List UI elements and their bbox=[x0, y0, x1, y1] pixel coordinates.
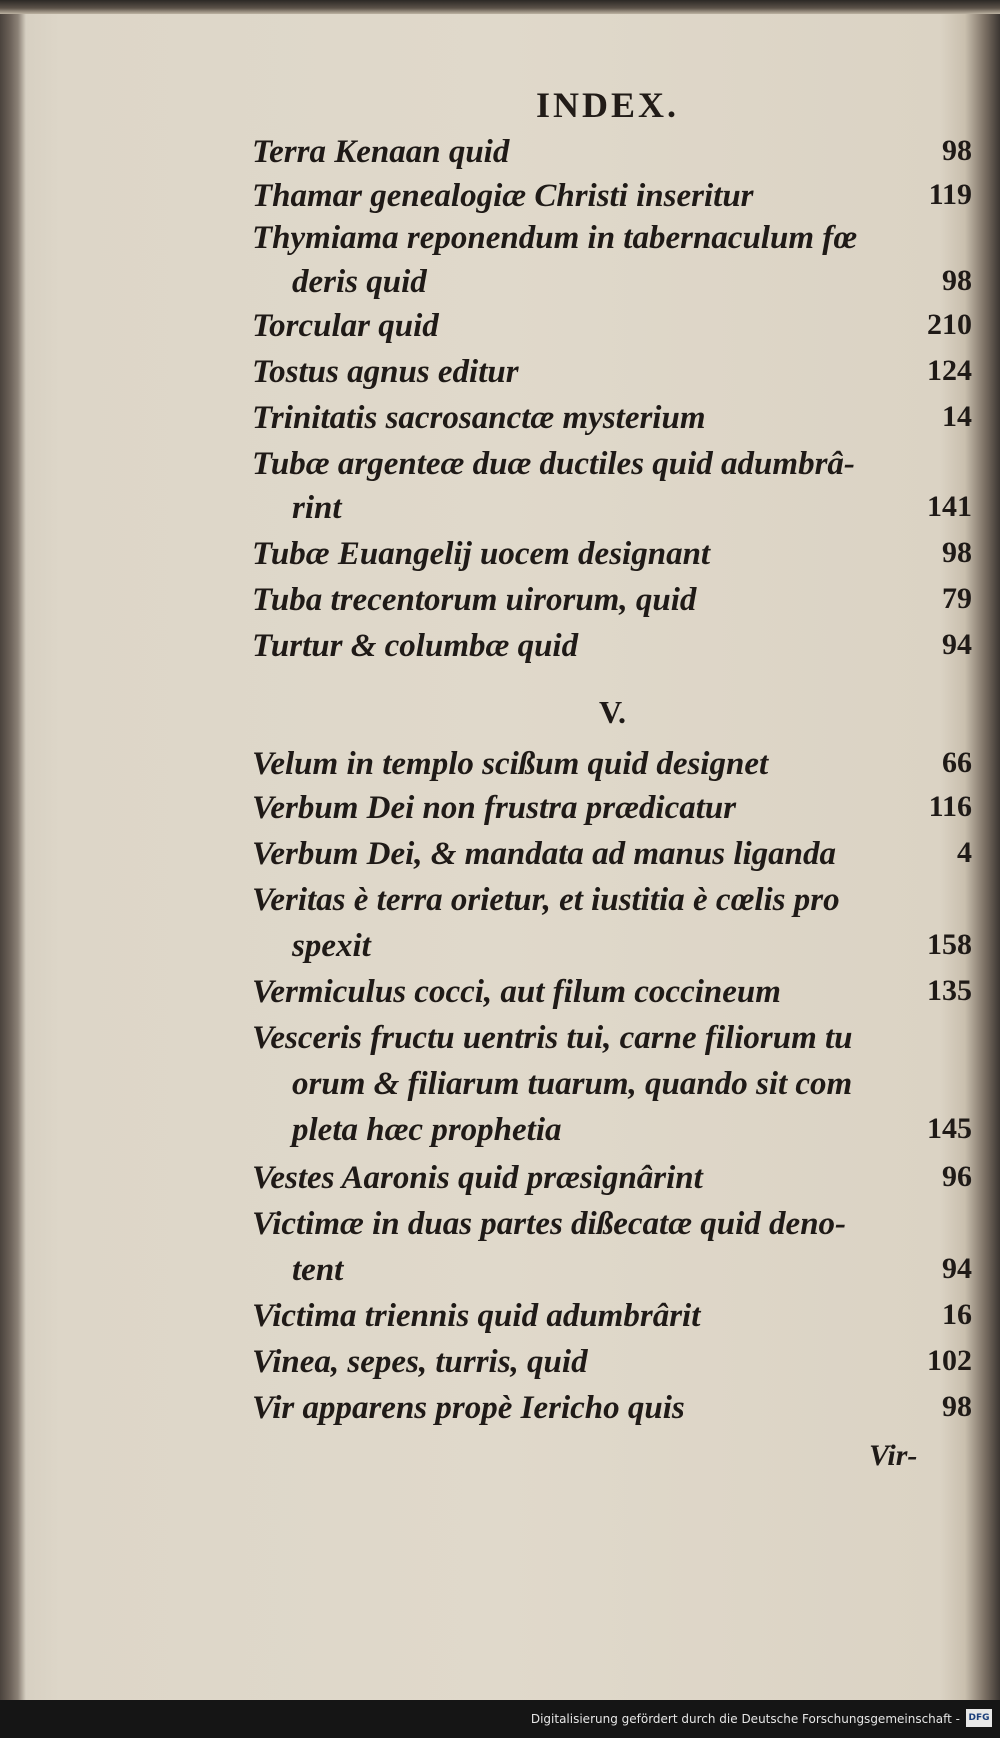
entry-page: 141 bbox=[927, 490, 972, 523]
dfg-logo: DFG bbox=[966, 1709, 992, 1727]
entry-term: Trinitatis sacrosanctæ mysterium bbox=[252, 400, 706, 436]
funding-notice: Digitalisierung gefördert durch die Deutsche Forschungsgemeinschaft - bbox=[530, 1712, 960, 1726]
entry-page: 96 bbox=[942, 1160, 972, 1193]
entry-term: Tubæ Euangelij uocem designant bbox=[252, 536, 711, 572]
entry-page: 66 bbox=[942, 746, 972, 779]
page-top-edge bbox=[0, 0, 1000, 14]
index-entry bbox=[252, 746, 972, 790]
index-entry bbox=[252, 354, 972, 398]
index-entry bbox=[252, 1344, 972, 1388]
entry-term: Veritas è terra orietur, et iustitia è cœlis pro bbox=[252, 882, 840, 918]
index-entry bbox=[252, 974, 972, 1018]
index-entry bbox=[252, 1020, 972, 1064]
entry-term: Velum in templo scißum quid designet bbox=[252, 746, 769, 782]
entry-page: 14 bbox=[942, 400, 972, 433]
entry-page: 119 bbox=[928, 178, 972, 211]
entry-term: Tuba trecentorum uirorum, quid bbox=[252, 582, 697, 618]
index-entry-continuation bbox=[252, 1252, 972, 1296]
section-letter: V. bbox=[599, 694, 626, 730]
index-entry-continuation bbox=[252, 490, 972, 534]
catchword: Vir- bbox=[869, 1439, 918, 1472]
book-page bbox=[24, 14, 976, 1694]
entry-term: rint bbox=[292, 490, 342, 526]
entry-term: Victimæ in duas partes dißecatæ quid deno- bbox=[252, 1206, 847, 1242]
index-entry bbox=[252, 446, 972, 490]
entry-page: 79 bbox=[942, 582, 972, 615]
entry-term: Torcular quid bbox=[252, 308, 439, 344]
entry-page: 210 bbox=[927, 308, 972, 341]
index-entry-continuation bbox=[252, 264, 972, 308]
entry-term: Thymiama reponendum in tabernaculum fœ bbox=[252, 220, 858, 256]
index-entry bbox=[252, 178, 972, 222]
entry-term: Thamar genealogiæ Christi inseritur bbox=[252, 178, 754, 214]
index-entry bbox=[252, 1206, 972, 1250]
index-entry bbox=[252, 536, 972, 580]
entry-term: orum & filiarum tuarum, quando sit com bbox=[292, 1066, 853, 1102]
entry-page: 94 bbox=[942, 1252, 972, 1285]
entry-term: Tostus agnus editur bbox=[252, 354, 519, 390]
index-entry bbox=[252, 1160, 972, 1204]
entry-term: Vir apparens propè Iericho quis bbox=[252, 1390, 685, 1426]
entry-term: Victima triennis quid adumbrârit bbox=[252, 1298, 701, 1334]
index-entry bbox=[252, 220, 972, 264]
entry-page: 98 bbox=[942, 536, 972, 569]
entry-page: 16 bbox=[942, 1298, 972, 1331]
entry-term: Verbum Dei non frustra prædicatur bbox=[252, 790, 737, 826]
index-entry-continuation bbox=[252, 928, 972, 972]
entry-term: Vinea, sepes, turris, quid bbox=[252, 1344, 588, 1380]
entry-page: 98 bbox=[942, 134, 972, 167]
entry-page: 145 bbox=[927, 1112, 972, 1145]
entry-term: Turtur & columbæ quid bbox=[252, 628, 579, 664]
index-entry bbox=[252, 1298, 972, 1342]
entry-page: 158 bbox=[927, 928, 972, 961]
entry-page: 102 bbox=[927, 1344, 972, 1377]
entry-term: deris quid bbox=[292, 264, 427, 300]
entry-term: Tubæ argenteæ duæ ductiles quid adumbrâ- bbox=[252, 446, 855, 482]
index-entry bbox=[252, 308, 972, 352]
entry-term: Vestes Aaronis quid præsignârint bbox=[252, 1160, 703, 1196]
index-entry bbox=[252, 882, 972, 926]
index-entry-continuation bbox=[252, 1112, 972, 1156]
entry-term: tent bbox=[292, 1252, 344, 1288]
running-head: INDEX. bbox=[536, 85, 680, 125]
index-entry bbox=[252, 134, 972, 178]
footer-bar bbox=[0, 1700, 1000, 1738]
entry-page: 135 bbox=[927, 974, 972, 1007]
entry-term: spexit bbox=[292, 928, 371, 964]
entry-page: 98 bbox=[942, 264, 972, 297]
index-entry bbox=[252, 400, 972, 444]
index-entry bbox=[252, 836, 972, 880]
entry-page: 116 bbox=[928, 790, 972, 823]
entry-page: 94 bbox=[942, 628, 972, 661]
index-entry bbox=[252, 582, 972, 626]
entry-term: pleta hæc prophetia bbox=[292, 1112, 562, 1148]
entry-term: Vermiculus cocci, aut filum coccineum bbox=[252, 974, 781, 1010]
index-entry bbox=[252, 628, 972, 672]
index-entry-continuation bbox=[252, 1066, 972, 1110]
entry-page: 98 bbox=[942, 1390, 972, 1423]
entry-page: 124 bbox=[927, 354, 972, 387]
entry-term: Terra Kenaan quid bbox=[252, 134, 510, 170]
entry-page: 4 bbox=[957, 836, 972, 869]
index-entry bbox=[252, 790, 972, 834]
entry-term: Verbum Dei, & mandata ad manus liganda bbox=[252, 836, 837, 872]
index-entry bbox=[252, 1390, 972, 1434]
entry-term: Vesceris fructu uentris tui, carne filiorum tu bbox=[252, 1020, 853, 1056]
